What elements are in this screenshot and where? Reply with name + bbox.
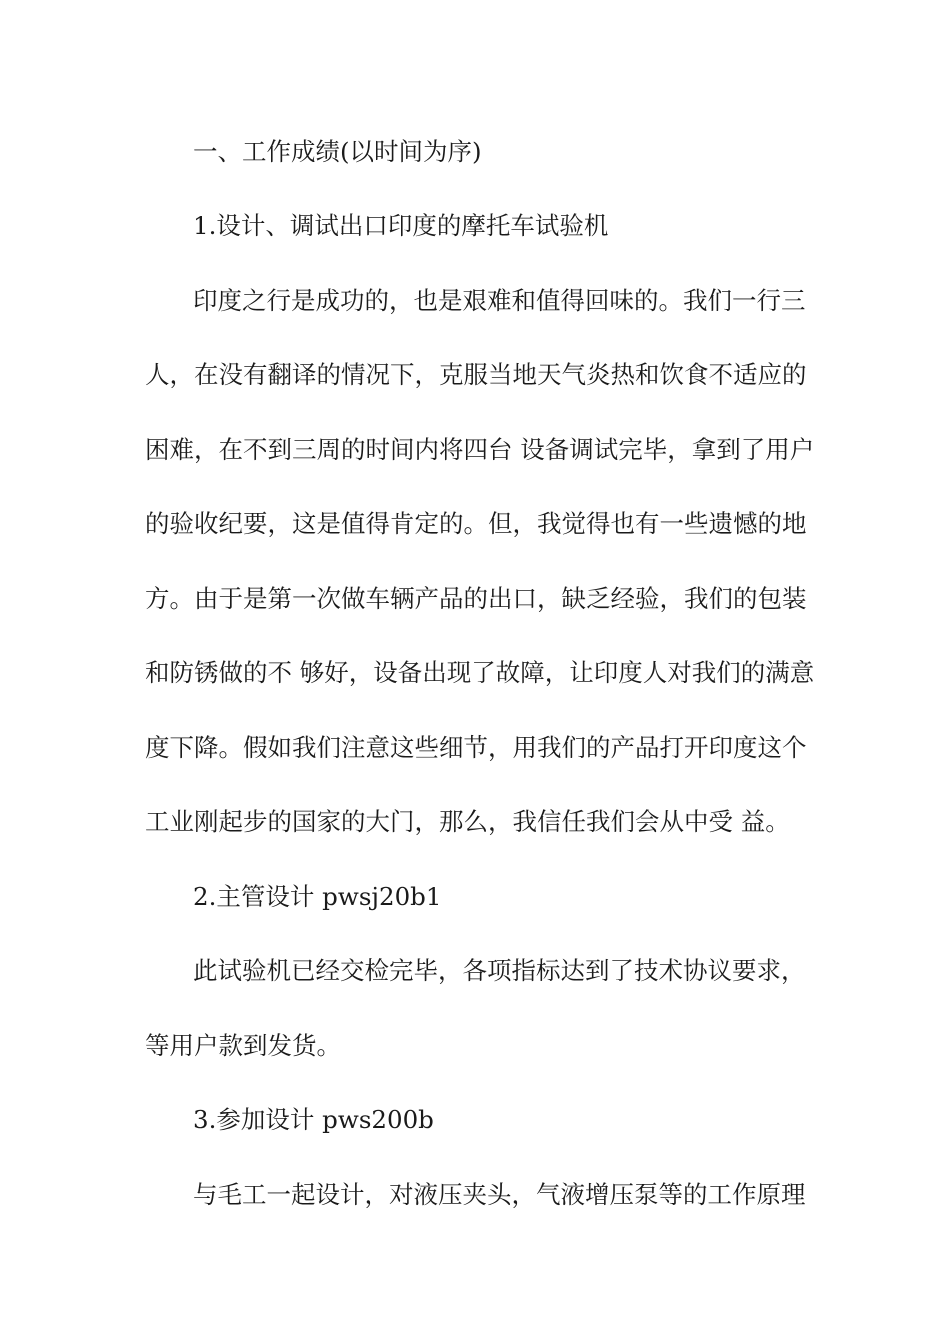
section1-paragraph-line: 的验收纪要，这是值得肯定的。但，我觉得也有一些遗憾的地 xyxy=(145,509,807,538)
section1-paragraph-line: 和防锈做的不 够好，设备出现了故障，让印度人对我们的满意 xyxy=(145,658,815,687)
section1-paragraph-line: 人，在没有翻译的情况下，克服当地天气炎热和饮食不适应的 xyxy=(145,360,807,389)
section1-title: 1.设计、调试出口印度的摩托车试验机 xyxy=(193,211,609,240)
section2-paragraph-line: 等用户款到发货。 xyxy=(145,1031,341,1060)
section1-paragraph-line: 度下降。假如我们注意这些细节，用我们的产品打开印度这个 xyxy=(145,733,807,762)
section2-paragraph-line: 此试验机已经交检完毕，各项指标达到了技术协议要求， xyxy=(193,956,806,985)
section-heading: 一、工作成绩(以时间为序) xyxy=(193,137,482,166)
section1-paragraph-line: 方。由于是第一次做车辆产品的出口，缺乏经验，我们的包装 xyxy=(145,584,807,613)
section1-paragraph-line: 工业刚起步的国家的大门，那么，我信任我们会从中受 益。 xyxy=(145,807,790,836)
section3-paragraph-line: 与毛工一起设计，对液压夹头，气液增压泵等的工作原理 xyxy=(193,1180,806,1209)
section3-title: 3.参加设计 pws200b xyxy=(193,1105,434,1134)
section1-paragraph-line: 印度之行是成功的，也是艰难和值得回味的。我们一行三 xyxy=(193,286,806,315)
section2-title: 2.主管设计 pwsj20b1 xyxy=(193,882,442,911)
section1-paragraph-line: 困难，在不到三周的时间内将四台 设备调试完毕，拿到了用户 xyxy=(145,435,815,464)
